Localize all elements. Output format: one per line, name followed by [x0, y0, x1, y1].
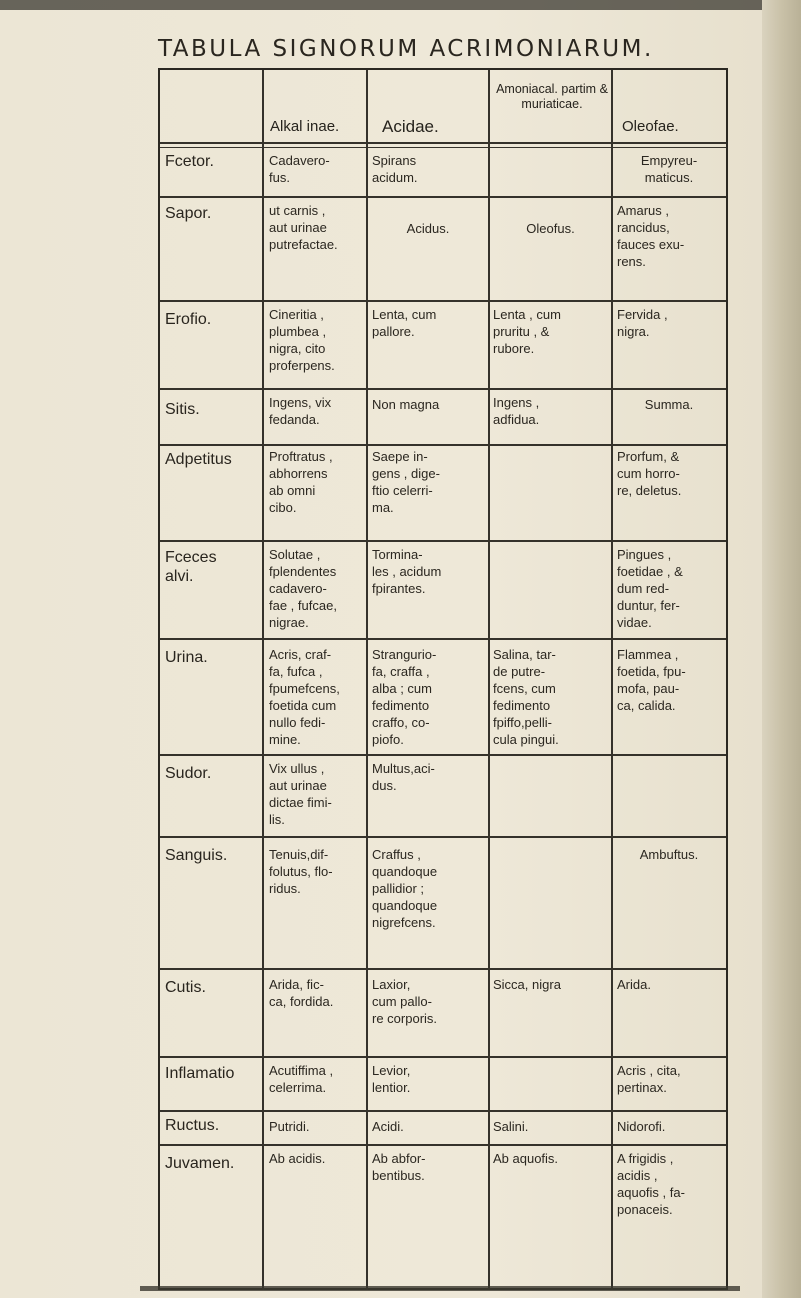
- cell-inflamatio-oleofae: Acris , cita, pertinax.: [617, 1063, 681, 1095]
- col-divider: [262, 70, 264, 1290]
- row-rule: [160, 196, 726, 198]
- cell-ructus-alkalinae: Putridi.: [269, 1119, 310, 1134]
- row-rule: [160, 540, 726, 542]
- cell-juvamen-acidae: Ab abfor- bentibus.: [372, 1151, 426, 1183]
- cell-juvamen-alkalinae: Ab acidis.: [269, 1151, 326, 1166]
- cell-sitis-alkalinae: Ingens, vix fedanda.: [269, 395, 332, 427]
- cell-sitis-amoniacal: Ingens , adfidua.: [493, 395, 540, 427]
- header-rule: [160, 142, 726, 144]
- col-divider: [611, 70, 613, 1290]
- col-divider: [366, 70, 368, 1290]
- cell-adpetitus-acidae: Saepe in- gens , dige- ftio celerri- ma.: [372, 449, 440, 515]
- row-rule: [160, 836, 726, 838]
- row-rule: [160, 444, 726, 446]
- cell-urina-oleofae: Flammea , foetida, fpu- mofa, pau- ca, calida.: [617, 647, 686, 713]
- row-rule: [160, 1056, 726, 1058]
- row-label-foetor: Fcetor.: [165, 153, 214, 170]
- top-rule: [0, 0, 801, 10]
- row-label-sapor: Sapor.: [165, 205, 212, 222]
- row-rule: [160, 1110, 726, 1112]
- cell-juvamen-amoniacal: Ab aquofis.: [493, 1151, 559, 1166]
- cell-sapor-amoniacal: Oleofus.: [526, 221, 575, 236]
- table-title: TABULA SIGNORUM ACRIMONIARUM.: [158, 36, 654, 62]
- cell-faeces-alkalinae: Solutae , fplendentes cadavero- fae , fufcae, nigrae.: [269, 547, 337, 630]
- cell-adpetitus-alkalinae: Proftratus , abhorrens ab omni cibo.: [269, 449, 333, 515]
- header-rule: [160, 147, 726, 148]
- row-label-cutis: Cutis.: [165, 979, 206, 996]
- cell-urina-amoniacal: Salina, tar- de putre- fcens, cum fedimento fpiffo,pelli- cula pingui.: [493, 647, 559, 747]
- cell-inflamatio-acidae: Levior, lentior.: [372, 1063, 411, 1095]
- cell-cutis-alkalinae: Arida, fic- ca, fordida.: [269, 977, 334, 1009]
- cell-urina-alkalinae: Acris, craf- fa, fufca , fpumefcens, foetida cum nullo fedi- mine.: [269, 647, 340, 747]
- header-acidae: Acidae.: [382, 117, 439, 136]
- cell-adpetitus-oleofae: Prorfum, & cum horro- re, deletus.: [617, 449, 682, 498]
- row-label-erofio: Erofio.: [165, 311, 212, 328]
- header-amoniacal: Amoniacal. partim & muriaticae.: [496, 82, 608, 111]
- cell-inflamatio-alkalinae: Acutiffima , celerrima.: [269, 1063, 334, 1095]
- cell-cutis-oleofae: Arida.: [617, 977, 651, 992]
- row-label-faeces-alvi: Fceces alvi.: [165, 549, 217, 585]
- col-divider: [488, 70, 490, 1290]
- row-rule: [160, 1144, 726, 1146]
- row-label-juvamen: Juvamen.: [165, 1155, 235, 1172]
- cell-sanguis-oleofae: Ambuftus.: [639, 847, 699, 862]
- header-oleofae: Oleofae.: [622, 118, 679, 135]
- cell-juvamen-oleofae: A frigidis , acidis , aquofis , fa- ponaceis.: [617, 1151, 685, 1217]
- row-rule: [160, 754, 726, 756]
- row-label-inflamatio: Inflamatio: [165, 1065, 235, 1082]
- cell-faeces-oleofae: Pingues , foetidae , & dum red- duntur, fer- vidae.: [617, 547, 683, 630]
- bottom-rule: [140, 1286, 740, 1291]
- row-label-sanguis: Sanguis.: [165, 847, 228, 864]
- row-rule: [160, 638, 726, 640]
- cell-erofio-amoniacal: Lenta , cum pruritu , & rubore.: [493, 307, 561, 356]
- row-label-urina: Urina.: [165, 649, 208, 666]
- cell-sitis-oleofae: Summa.: [644, 397, 694, 412]
- cell-foetor-oleofae: Empyreu- maticus.: [640, 153, 698, 185]
- cell-urina-acidae: Strangurio- fa, craffa , alba ; cum fedimento craffo, co- piofo.: [372, 647, 437, 747]
- cell-cutis-amoniacal: Sicca, nigra: [493, 977, 561, 992]
- header-alkalinae: Alkal inae.: [270, 118, 340, 135]
- row-rule: [160, 388, 726, 390]
- cell-foetor-alkalinae: Cadavero- fus.: [269, 153, 330, 185]
- row-rule: [160, 968, 726, 970]
- cell-ructus-oleofae: Nidorofi.: [617, 1119, 666, 1134]
- cell-ructus-amoniacal: Salini.: [493, 1119, 529, 1134]
- cell-sanguis-acidae: Craffus , quandoque pallidior ; quandoque nigrefcens.: [372, 847, 438, 930]
- cell-erofio-oleofae: Fervida , nigra.: [617, 307, 668, 339]
- cell-foetor-acidae: Spirans acidum.: [372, 153, 418, 185]
- cell-erofio-alkalinae: Cineritia , plumbea , nigra, cito proferpens.: [269, 307, 335, 373]
- row-rule: [160, 300, 726, 302]
- cell-sudor-alkalinae: Vix ullus , aut urinae dictae fimi- lis.: [269, 761, 332, 827]
- cell-cutis-acidae: Laxior, cum pallo- re corporis.: [372, 977, 438, 1026]
- row-label-sitis: Sitis.: [165, 401, 200, 418]
- cell-ructus-acidae: Acidi.: [372, 1119, 404, 1134]
- row-label-ructus: Ructus.: [165, 1117, 220, 1134]
- cell-sudor-acidae: Multus,aci- dus.: [372, 761, 435, 793]
- cell-sitis-acidae: Non magna: [372, 397, 440, 412]
- cell-faeces-acidae: Tormina- les , acidum fpirantes.: [372, 547, 442, 596]
- cell-sapor-acidae: Acidus.: [406, 221, 450, 236]
- cell-erofio-acidae: Lenta, cum pallore.: [372, 307, 437, 339]
- cell-sapor-oleofae: Amarus , rancidus, fauces exu- rens.: [617, 203, 685, 269]
- row-label-sudor: Sudor.: [165, 765, 212, 782]
- page-edge: [762, 0, 801, 1298]
- cell-sanguis-alkalinae: Tenuis,dif- folutus, flo- ridus.: [269, 847, 333, 896]
- row-label-adpetitus: Adpetitus: [165, 451, 232, 468]
- cell-sapor-alkalinae: ut carnis , aut urinae putrefactae.: [269, 203, 338, 252]
